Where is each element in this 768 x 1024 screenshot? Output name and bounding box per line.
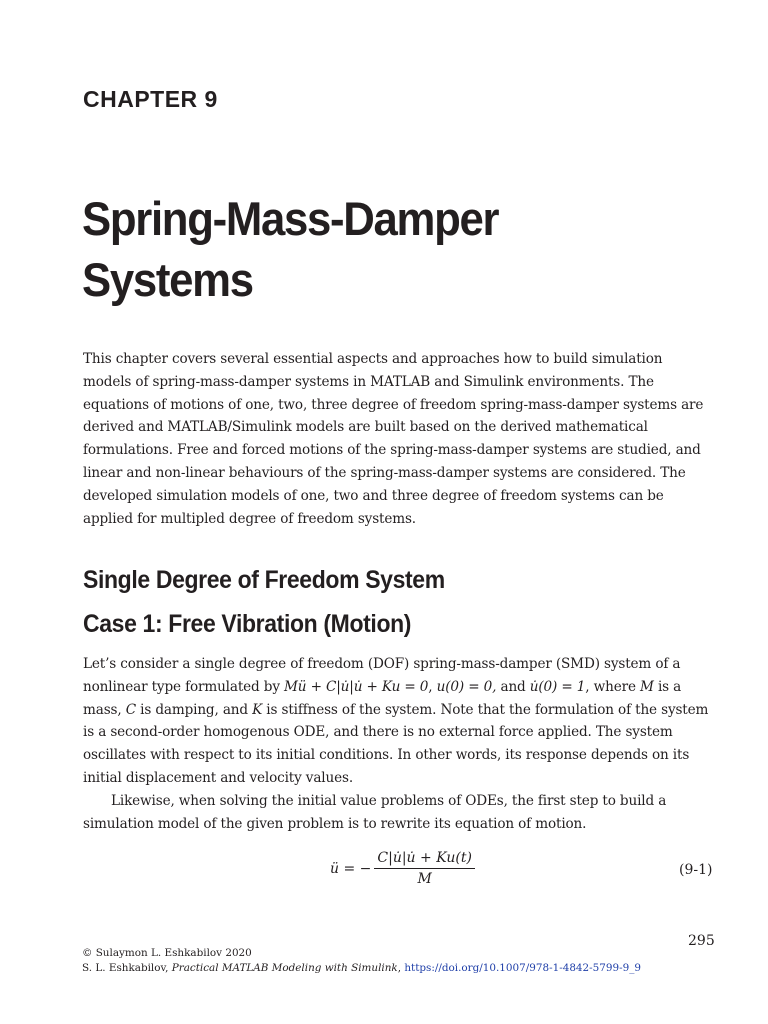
case-text-and: and	[496, 678, 530, 695]
case-text-damping: is damping, and	[135, 701, 253, 718]
equation-lhs: ü = −	[330, 860, 372, 877]
footer-copyright: © Sulaymon L. Eshkabilov 2020	[82, 947, 252, 959]
case-text-separator: ,	[428, 678, 437, 695]
subsection-heading: Case 1: Free Vibration (Motion)	[83, 610, 412, 638]
var-c: C	[125, 701, 136, 718]
footer-citation	[82, 961, 641, 976]
chapter-title-line-1: Spring-Mass-Damper	[82, 192, 499, 245]
var-m: M	[640, 678, 654, 695]
inline-equation-motion: Mü + C|u̇|u̇ + Ku = 0	[284, 678, 429, 695]
citation-title: Practical MATLAB Modeling with Simulink	[171, 962, 398, 974]
case-text-mass: is a mass,	[83, 678, 682, 718]
equation-denominator: M	[417, 871, 432, 887]
citation-separator: ,	[397, 962, 405, 974]
inline-equation-initial-displacement: u(0) = 0,	[436, 678, 497, 695]
display-equation	[330, 850, 475, 887]
chapter-title	[82, 188, 498, 310]
doi-link[interactable]: https://doi.org/10.1007/978-1-4842-5799-9_9	[404, 962, 642, 974]
inline-equation-initial-velocity: u̇(0) = 1	[529, 678, 586, 695]
case-body	[83, 653, 713, 835]
case-paragraph-1	[83, 653, 713, 790]
chapter-title-line-2: Systems	[82, 253, 253, 306]
case-text-before-eq: Let’s consider a single degree of freedom (DOF) spring-mass-damper (SMD) system of a nonlinear type formulated by	[83, 656, 681, 695]
case-text-where: , where	[585, 678, 641, 695]
intro-paragraph: This chapter covers several essential aspects and approaches how to build simulation models of spring-mass-damper systems in MATLAB and Simulink environments. The equations of motions of one, two, three degree of freedom spring-mass-damper systems are derived and MATLAB/Simulink models are built based on the derived mathematical formulations. Free and forced motions of the spring-mass-damper systems are studied, and linear and non-linear behaviours of the spring-mass-damper systems are considered. The developed simulation models of one, two and three degree of freedom systems can be applied for multipled degree of freedom systems.	[83, 351, 704, 527]
equation-number: (9-1)	[679, 862, 713, 878]
equation-numerator: C|u̇|u̇ + Ku(t)	[374, 850, 475, 869]
citation-author: S. L. Eshkabilov,	[82, 962, 172, 974]
chapter-label: CHAPTER 9	[83, 86, 218, 112]
footer	[82, 946, 641, 976]
equation-fraction	[374, 850, 475, 887]
case-text-stiffness: is stiffness of the system. Note that the formulation of the system is a second-order homogenous ODE, and there is no external force applied. The system oscillates with respect to its initial conditions. In other words, its response depends on its initial displacement and velocity values.	[83, 701, 709, 786]
section-heading: Single Degree of Freedom System	[83, 566, 445, 594]
page-number: 295	[688, 933, 715, 949]
case-paragraph-2: Likewise, when solving the initial value problems of ODEs, the first step to build a simulation model of the given problem is to rewrite its equation of motion.	[83, 792, 667, 832]
var-k: K	[252, 701, 263, 718]
